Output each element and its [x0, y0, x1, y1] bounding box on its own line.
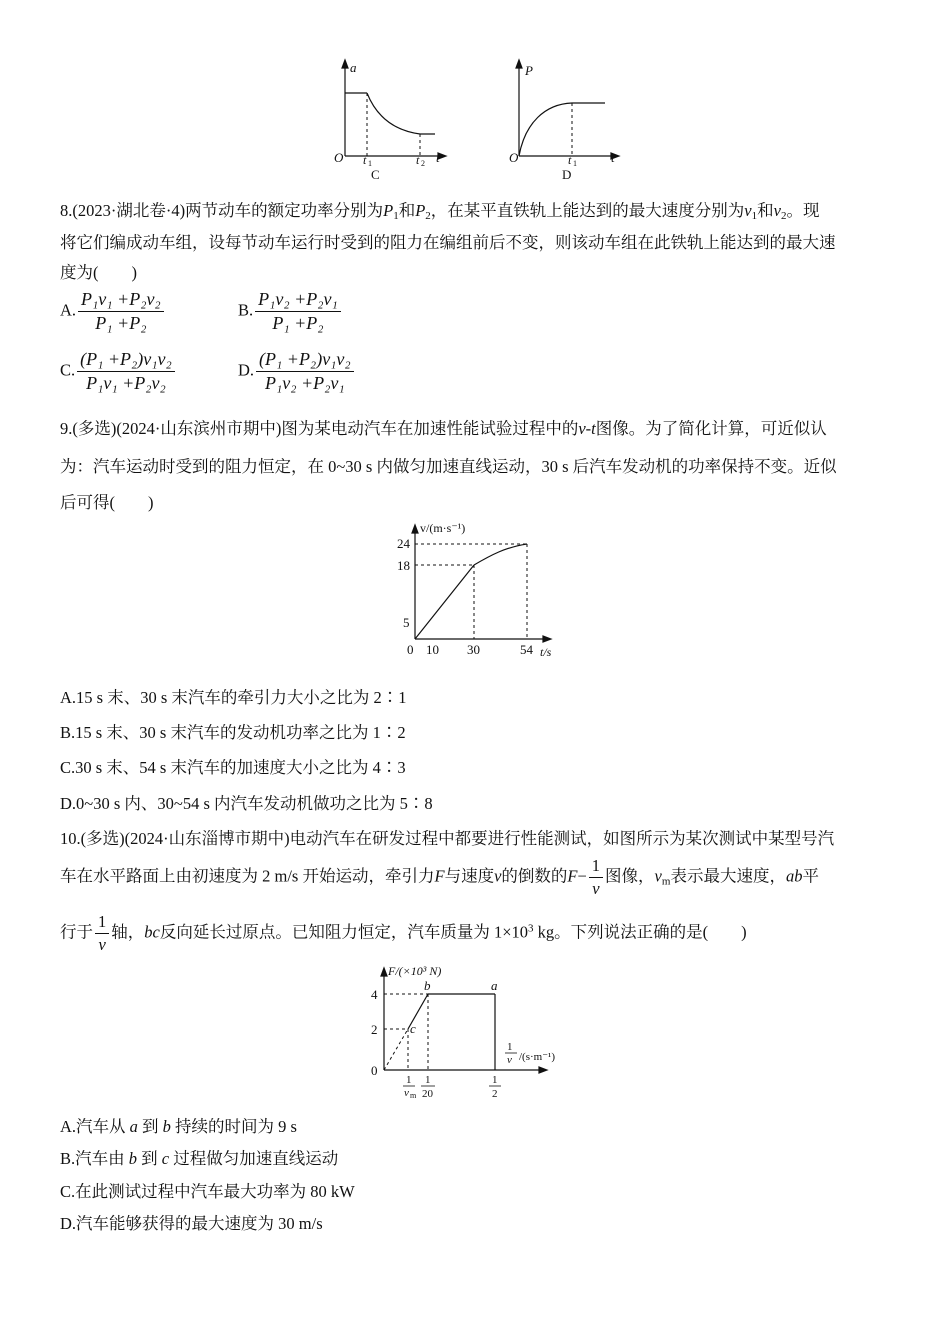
graph-d	[505, 58, 625, 183]
q9-x-tick-10: 10	[426, 642, 439, 657]
q8-line-3: 度为( )	[60, 263, 137, 282]
q8-line-1: 8.(2023·湖北卷·4)两节动车的额定功率分别为$P_1$和$P_2$，在某平直铁轨上能达到的最大速度分别为$v_1$和$v_2$。现	[60, 201, 820, 222]
q10-point-b: b	[424, 978, 431, 993]
graph-d-origin: O	[509, 150, 519, 165]
q10-x-tick-vm-sub: m	[410, 1091, 417, 1100]
graph-d-t1: t	[568, 153, 572, 167]
q10-y-label: F/(×10³ N)	[388, 964, 442, 978]
graph-d-x-label: t	[611, 150, 615, 165]
q9-line-1: 9.(多选)(2024·山东滨州市期中)图为某电动汽车在加速性能试验过程中的v-t图像。为了简化计算，可近似认	[60, 419, 827, 438]
q9-x-tick-30: 30	[467, 642, 480, 657]
graph-c-x-label: t	[436, 150, 440, 165]
graph-c-t1-sub: 1	[368, 159, 372, 168]
graph-c	[330, 58, 450, 183]
q9-y-tick-24: 24	[397, 536, 410, 551]
q10-option-b[interactable]: B.汽车由 b 到 c 过程做匀加速直线运动	[60, 1149, 339, 1168]
q9-option-a[interactable]: A.15 s 末、30 s 末汽车的牵引力大小之比为 2∶1	[60, 688, 407, 707]
q10-line-2: 车在水平路面上由初速度为 2 m/s 开始运动，牵引力F与速度v的倒数的F− $\frac{1}{v}$ 图像，$v_m$表示最大速度，ab平	[60, 856, 819, 898]
q9-line-2: 为：汽车运动时受到的阻力恒定，在 0~30 s 内做匀加速直线运动，30 s 后汽车发动机的功率保持不变。近似	[60, 457, 837, 476]
graph-d-caption: D	[562, 167, 572, 182]
q10-x-tick-2-num: 1	[492, 1074, 498, 1086]
q9-x-tick-0: 0	[407, 642, 414, 657]
q9-y-tick-5: 5	[403, 615, 410, 630]
q9-y-label: v/(m·s⁻¹)	[420, 521, 466, 535]
q10-y-tick-2: 2	[371, 1022, 378, 1037]
q9-option-c[interactable]: C.30 s 末、54 s 末汽车的加速度大小之比为 4∶3	[60, 758, 406, 777]
q9-y-tick-18: 18	[397, 558, 410, 573]
q10-x-tick-vm-den: v	[404, 1087, 409, 1099]
q10-x-tick-20-num: 1	[425, 1074, 431, 1086]
q9-x-label: t/s	[540, 645, 552, 659]
q10-y-tick-0: 0	[371, 1063, 378, 1078]
q10-option-c[interactable]: C.在此测试过程中汽车最大功率为 80 kW	[60, 1182, 355, 1201]
q8-option-d[interactable]: D. $\frac{\text{(P₁ +P₂)v₁v₂}}{\text{P₁v₂ +P₂v₁}}$	[238, 349, 356, 394]
graph-d-y-label: P	[525, 63, 533, 78]
q10-f-graph	[364, 962, 574, 1102]
q10-x-tick-2-den: 2	[492, 1088, 498, 1100]
q10-line-1: 10.(多选)(2024·山东淄博市期中)电动汽车在研发过程中都要进行性能测试，如图所示为某次测试中某型号汽	[60, 829, 835, 848]
q9-vt-graph	[396, 517, 566, 662]
graph-c-origin: O	[334, 150, 344, 165]
q10-x-label: /(s·m⁻¹)	[519, 1051, 555, 1063]
q8-option-c[interactable]: C. $\frac{\text{(P₁ +P₂)v₁v₂}}{\text{P₁v₁ +P₂v₂}}$	[60, 349, 177, 394]
q8-option-b[interactable]: B. $\frac{\text{P₁v₂ +P₂v₁}}{\text{P₁ +P₂}}$	[238, 289, 343, 334]
q8-option-a[interactable]: A. $\frac{\text{P₁v₁ +P₂v₂}}{\text{P₁ +P₂}}$	[60, 289, 166, 334]
q9-option-b[interactable]: B.15 s 末、30 s 末汽车的发动机功率之比为 1∶2	[60, 723, 406, 742]
q10-x-tick-20-den: 20	[422, 1088, 433, 1100]
q10-xlabel-den: v	[507, 1054, 512, 1066]
q10-point-c: c	[410, 1021, 416, 1036]
graph-c-t1: t	[363, 153, 367, 167]
q10-line-3: 行于 $\frac{1}{v}$ 轴，bc反向延长过原点。已知阻力恒定，汽车质量为 $1\times 10^3$ kg。下列说法正确的是( )	[60, 912, 747, 954]
q8-line-2: 将它们编成动车组，设每节动车运行时受到的阻力在编组前后不变，则该动车组在此铁轨上能达到的最大速	[60, 233, 836, 252]
q10-y-tick-4: 4	[371, 987, 378, 1002]
q10-option-d[interactable]: D.汽车能够获得的最大速度为 30 m/s	[60, 1214, 323, 1233]
q10-option-a[interactable]: A.汽车从 a 到 b 持续的时间为 9 s	[60, 1117, 297, 1136]
graph-c-caption: C	[371, 167, 380, 182]
graph-c-y-label: a	[350, 60, 357, 75]
q9-x-tick-54: 54	[520, 642, 533, 657]
q9-line-3: 后可得( )	[60, 493, 154, 512]
graph-c-t2-sub: 2	[421, 159, 425, 168]
q9-option-d[interactable]: D.0~30 s 内、30~54 s 内汽车发动机做功之比为 5∶8	[60, 794, 433, 813]
graph-c-t2: t	[416, 153, 420, 167]
q10-x-tick-vm-num: 1	[406, 1074, 412, 1086]
q10-xlabel-num: 1	[507, 1041, 513, 1053]
graph-d-t1-sub: 1	[573, 159, 577, 168]
q10-point-a: a	[491, 978, 498, 993]
